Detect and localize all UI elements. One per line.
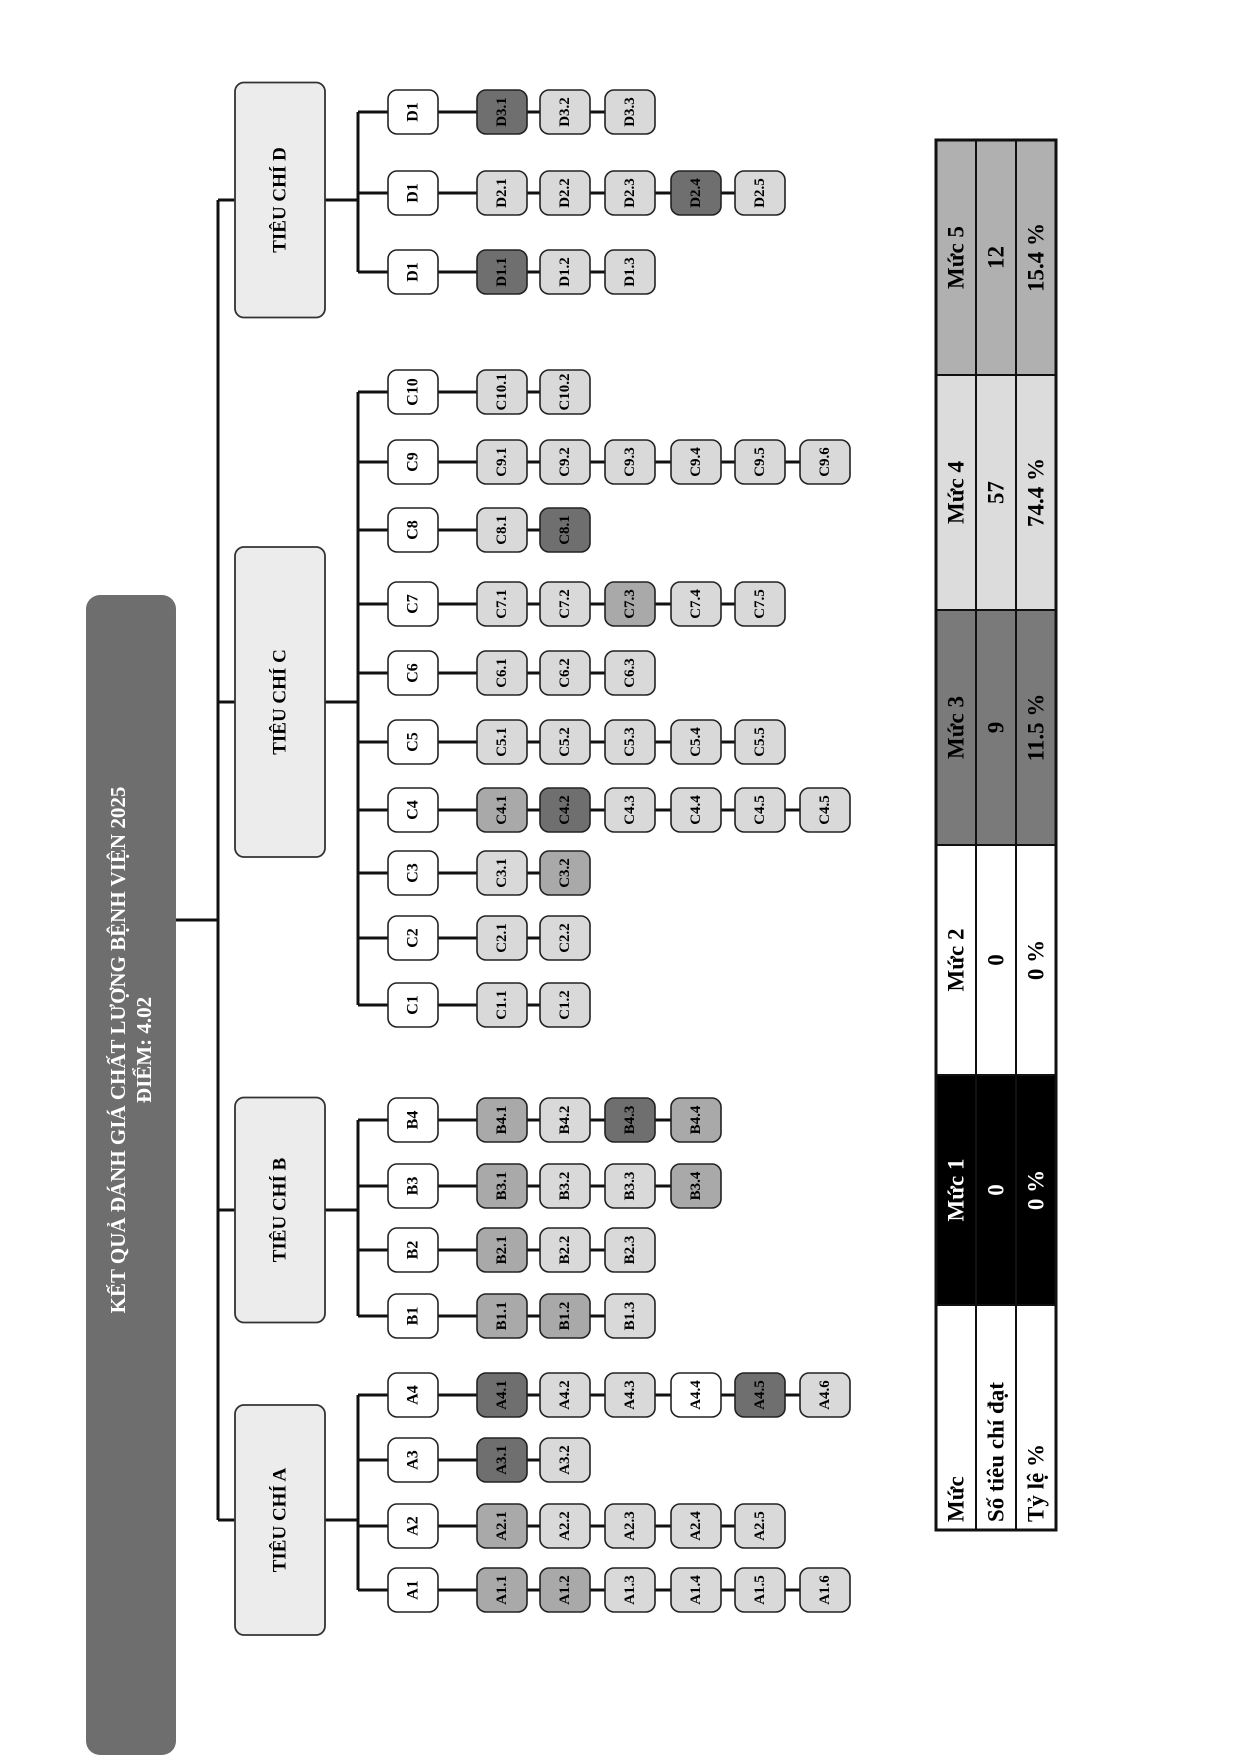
item-b3-1-120: [477, 1164, 527, 1208]
item-d1-1-300: [477, 250, 527, 294]
item-c9-5-284-label: C9.5: [752, 447, 768, 477]
item-c4-5-234-label: C4.5: [752, 795, 768, 825]
item-c10-1-290: [477, 370, 527, 414]
item-d2-2-311-label: D2.2: [557, 178, 573, 208]
item-c8-1-271-label: C8.1: [557, 515, 573, 545]
item-c2-2-211: [540, 916, 590, 960]
table-value-count: 57: [983, 481, 1009, 504]
item-c7-4-263: [671, 582, 721, 626]
group-c-sub-c6-5: [388, 651, 438, 695]
item-a2-5-014-label: A2.5: [752, 1511, 768, 1541]
item-c3-2-221: [540, 851, 590, 895]
item-c3-1-220: [477, 851, 527, 895]
item-a1-1-000: [477, 1568, 527, 1612]
item-a2-2-011: [540, 1504, 590, 1548]
item-c2-2-211-label: C2.2: [557, 923, 573, 953]
item-c10-1-290-label: C10.1: [494, 373, 510, 411]
item-c9-4-283-label: C9.4: [688, 447, 704, 477]
item-a4-1-030: [477, 1373, 527, 1417]
item-c9-1-280-label: C9.1: [494, 447, 510, 477]
item-a2-2-011-label: A2.2: [557, 1511, 573, 1541]
item-d3-1-320: [477, 90, 527, 134]
item-a2-4-013: [671, 1504, 721, 1548]
group-c-category-label: TIÊU CHÍ C: [269, 649, 291, 755]
item-c1-2-201: [540, 983, 590, 1027]
table-value-count: 0: [983, 954, 1009, 966]
item-b3-1-120-label: B3.1: [494, 1171, 510, 1201]
item-d2-1-310-label: D2.1: [494, 178, 510, 208]
group-c-sub-c4-3: [388, 788, 438, 832]
item-b4-4-133: [671, 1098, 721, 1142]
item-c2-1-210: [477, 916, 527, 960]
item-c7-3-262: [605, 582, 655, 626]
item-b2-2-111-label: B2.2: [557, 1235, 573, 1265]
item-d1-3-302: [605, 250, 655, 294]
group-a-sub-a3-2-label: A3: [404, 1450, 422, 1470]
item-a4-5-034: [735, 1373, 785, 1417]
item-b3-4-123-label: B3.4: [688, 1171, 704, 1201]
diagram-score: ĐIỂM: 4.02: [132, 996, 156, 1104]
item-b4-3-132: [605, 1098, 655, 1142]
item-a1-6-005: [800, 1568, 850, 1612]
group-d-sub-d1-1-label: D1: [404, 183, 422, 203]
item-c4-1-230: [477, 788, 527, 832]
group-a-category-label: TIÊU CHÍ A: [269, 1467, 291, 1573]
item-c4-2-231-label: C4.2: [557, 795, 573, 825]
group-c-sub-c1-0: [388, 983, 438, 1027]
item-c9-3-282-label: C9.3: [622, 447, 638, 477]
item-c5-4-243-label: C5.4: [688, 727, 704, 757]
item-d3-3-322: [605, 90, 655, 134]
item-a4-6-035-label: A4.6: [817, 1380, 833, 1410]
item-a2-1-010-label: A2.1: [494, 1511, 510, 1541]
group-c-sub-c5-4-label: C5: [404, 732, 422, 752]
item-c3-1-220-label: C3.1: [494, 858, 510, 888]
group-b-sub-b3-2-label: B3: [404, 1176, 422, 1196]
item-c7-5-264-label: C7.5: [752, 589, 768, 619]
group-c-sub-c10-9: [388, 370, 438, 414]
item-d2-4-313: [671, 171, 721, 215]
item-a4-2-031-label: A4.2: [557, 1380, 573, 1410]
item-a1-4-003: [671, 1568, 721, 1612]
item-b1-3-102: [605, 1294, 655, 1338]
group-b-sub-b2-1-label: B2: [404, 1240, 422, 1260]
title-banner: [86, 595, 176, 1755]
item-a2-5-014: [735, 1504, 785, 1548]
item-c6-2-251: [540, 651, 590, 695]
item-d2-1-310: [477, 171, 527, 215]
group-c-sub-c6-5-label: C6: [404, 663, 422, 683]
item-a1-3-002-label: A1.3: [622, 1575, 638, 1605]
group-b-category-label: TIÊU CHÍ B: [269, 1157, 291, 1263]
group-d-sub-d1-1: [388, 171, 438, 215]
group-c-sub-c7-6: [388, 582, 438, 626]
group-c-sub-c3-2-label: C3: [404, 863, 422, 883]
item-c7-1-260: [477, 582, 527, 626]
item-c4-2-231: [540, 788, 590, 832]
item-d2-3-312: [605, 171, 655, 215]
item-a2-4-013-label: A2.4: [688, 1511, 704, 1541]
table-row-header: Tỷ lệ %: [1023, 1444, 1049, 1522]
item-a1-2-001: [540, 1568, 590, 1612]
item-c4-5-235: [800, 788, 850, 832]
item-c5-5-244: [735, 720, 785, 764]
table-row-header: Mức: [943, 1476, 969, 1522]
table-value-percent: 0 %: [1023, 1169, 1049, 1211]
item-c4-5-235-label: C4.5: [817, 795, 833, 825]
group-c-sub-c2-1: [388, 916, 438, 960]
table-value-count: 12: [983, 246, 1009, 269]
item-c7-3-262-label: C7.3: [622, 589, 638, 619]
item-a1-5-004: [735, 1568, 785, 1612]
item-b1-3-102-label: B1.3: [622, 1301, 638, 1331]
item-a4-4-033: [671, 1373, 721, 1417]
item-b2-1-110: [477, 1228, 527, 1272]
item-c7-2-261-label: C7.2: [557, 589, 573, 619]
item-c6-1-250: [477, 651, 527, 695]
table-value-level: Mức 4: [943, 461, 969, 524]
item-c9-2-281-label: C9.2: [557, 447, 573, 477]
table-value-level: Mức 2: [943, 928, 969, 992]
item-c7-2-261: [540, 582, 590, 626]
group-a-sub-a1-0: [388, 1568, 438, 1612]
item-a4-5-034-label: A4.5: [752, 1380, 768, 1410]
item-c9-1-280: [477, 440, 527, 484]
item-a3-2-021: [540, 1438, 590, 1482]
item-a3-1-020-label: A3.1: [494, 1445, 510, 1475]
table-value-percent: 74.4 %: [1023, 458, 1049, 527]
item-d3-3-322-label: D3.3: [622, 97, 638, 127]
item-a1-3-002: [605, 1568, 655, 1612]
item-a4-2-031: [540, 1373, 590, 1417]
item-c4-4-233-label: C4.4: [688, 795, 704, 825]
item-c4-3-232-label: C4.3: [622, 795, 638, 825]
item-c9-6-285: [800, 440, 850, 484]
item-a4-6-035: [800, 1373, 850, 1417]
item-a2-3-012-label: A2.3: [622, 1511, 638, 1541]
item-c6-2-251-label: C6.2: [557, 658, 573, 688]
table-value-level: Mức 5: [943, 226, 969, 289]
group-d-sub-d1-2-label: D1: [404, 102, 422, 122]
group-c-sub-c1-0-label: C1: [404, 995, 422, 1015]
item-c4-5-234: [735, 788, 785, 832]
item-c6-1-250-label: C6.1: [494, 658, 510, 688]
item-d2-5-314-label: D2.5: [752, 178, 768, 208]
table-value-percent: 15.4 %: [1023, 223, 1049, 292]
item-a4-3-032-label: A4.3: [622, 1380, 638, 1410]
item-d2-2-311: [540, 171, 590, 215]
group-b-category: [235, 1098, 325, 1323]
item-d1-2-301: [540, 250, 590, 294]
item-d1-1-300-label: D1.1: [494, 257, 510, 287]
item-c1-1-200: [477, 983, 527, 1027]
item-c5-1-240: [477, 720, 527, 764]
item-b4-2-131: [540, 1098, 590, 1142]
item-b1-1-100-label: B1.1: [494, 1301, 510, 1331]
table-value-percent: 11.5 %: [1023, 693, 1049, 762]
group-c-sub-c8-7: [388, 508, 438, 552]
item-d2-3-312-label: D2.3: [622, 178, 638, 208]
item-a3-2-021-label: A3.2: [557, 1445, 573, 1475]
group-d-sub-d1-0-label: D1: [404, 262, 422, 282]
item-c5-3-242-label: C5.3: [622, 727, 638, 757]
table-value-level: Mức 3: [943, 696, 969, 759]
item-c5-5-244-label: C5.5: [752, 727, 768, 757]
item-d3-1-320-label: D3.1: [494, 97, 510, 127]
group-a-sub-a2-1: [388, 1504, 438, 1548]
group-d-category-label: TIÊU CHÍ D: [269, 147, 291, 253]
diagram-nodes: [235, 83, 850, 1636]
table-value-percent: 0 %: [1023, 939, 1049, 981]
item-a2-1-010: [477, 1504, 527, 1548]
group-c-sub-c7-6-label: C7: [404, 594, 422, 614]
item-a4-1-030-label: A4.1: [494, 1380, 510, 1410]
item-c8-1-270: [477, 508, 527, 552]
group-a-category: [235, 1405, 325, 1635]
item-d2-5-314: [735, 171, 785, 215]
table-value-count: 9: [983, 721, 1009, 734]
group-a-sub-a2-1-label: A2: [404, 1516, 422, 1536]
item-a3-1-020: [477, 1438, 527, 1482]
item-c5-2-241-label: C5.2: [557, 727, 573, 757]
item-c7-5-264: [735, 582, 785, 626]
table-value-count: 0: [983, 1184, 1009, 1196]
item-a4-3-032: [605, 1373, 655, 1417]
item-a1-1-000-label: A1.1: [494, 1575, 510, 1605]
group-c-category: [235, 547, 325, 857]
item-c7-1-260-label: C7.1: [494, 589, 510, 619]
item-c5-4-243: [671, 720, 721, 764]
item-c7-4-263-label: C7.4: [688, 589, 704, 619]
item-b3-2-121-label: B3.2: [557, 1171, 573, 1201]
item-b2-3-112-label: B2.3: [622, 1235, 638, 1265]
item-c5-2-241: [540, 720, 590, 764]
summary-table: [936, 140, 1056, 1530]
table-row-header: Số tiêu chí đạt: [983, 1382, 1009, 1522]
item-a2-3-012: [605, 1504, 655, 1548]
group-c-sub-c2-1-label: C2: [404, 928, 422, 948]
item-c8-1-271: [540, 508, 590, 552]
group-c-sub-c9-8: [388, 440, 438, 484]
group-c-sub-c5-4: [388, 720, 438, 764]
item-b4-1-130: [477, 1098, 527, 1142]
table-value-level: Mức 1: [943, 1158, 969, 1222]
item-a1-2-001-label: A1.2: [557, 1575, 573, 1605]
item-b3-4-123: [671, 1164, 721, 1208]
item-c9-6-285-label: C9.6: [817, 447, 833, 477]
item-c4-3-232: [605, 788, 655, 832]
item-d1-3-302-label: D1.3: [622, 257, 638, 287]
item-c9-3-282: [605, 440, 655, 484]
group-a-sub-a1-0-label: A1: [404, 1580, 422, 1600]
group-b-sub-b4-3-label: B4: [404, 1110, 422, 1130]
title-banner-bg: [86, 595, 176, 1755]
group-c-sub-c4-3-label: C4: [404, 800, 422, 820]
group-c-sub-c3-2: [388, 851, 438, 895]
item-d3-2-321: [540, 90, 590, 134]
item-b1-2-101-label: B1.2: [557, 1301, 573, 1331]
item-c8-1-270-label: C8.1: [494, 515, 510, 545]
item-a1-5-004-label: A1.5: [752, 1575, 768, 1605]
group-d-sub-d1-2: [388, 90, 438, 134]
item-c1-1-200-label: C1.1: [494, 990, 510, 1020]
item-b1-1-100: [477, 1294, 527, 1338]
item-c2-1-210-label: C2.1: [494, 923, 510, 953]
group-b-sub-b3-2: [388, 1164, 438, 1208]
item-b4-1-130-label: B4.1: [494, 1105, 510, 1135]
item-c10-2-291-label: C10.2: [557, 373, 573, 411]
group-d-sub-d1-0: [388, 250, 438, 294]
group-d-category: [235, 83, 325, 318]
item-a1-6-005-label: A1.6: [817, 1575, 833, 1605]
item-d2-4-313-label: D2.4: [688, 178, 704, 208]
group-c-sub-c8-7-label: C8: [404, 520, 422, 540]
item-a1-4-003-label: A1.4: [688, 1575, 704, 1605]
item-c5-1-240-label: C5.1: [494, 727, 510, 757]
group-b-sub-b2-1: [388, 1228, 438, 1272]
item-d3-2-321-label: D3.2: [557, 97, 573, 127]
item-b3-2-121: [540, 1164, 590, 1208]
item-c4-4-233: [671, 788, 721, 832]
item-b1-2-101: [540, 1294, 590, 1338]
item-d1-2-301-label: D1.2: [557, 257, 573, 287]
item-b4-2-131-label: B4.2: [557, 1105, 573, 1135]
item-c10-2-291: [540, 370, 590, 414]
item-c1-2-201-label: C1.2: [557, 990, 573, 1020]
group-b-sub-b4-3: [388, 1098, 438, 1142]
item-b4-3-132-label: B4.3: [622, 1105, 638, 1135]
group-a-sub-a3-2: [388, 1438, 438, 1482]
group-a-sub-a4-3-label: A4: [404, 1385, 422, 1405]
item-c9-4-283: [671, 440, 721, 484]
item-b3-3-122-label: B3.3: [622, 1171, 638, 1201]
group-a-sub-a4-3: [388, 1373, 438, 1417]
item-b2-2-111: [540, 1228, 590, 1272]
group-b-sub-b1-0-label: B1: [404, 1306, 422, 1326]
group-c-sub-c9-8-label: C9: [404, 452, 422, 472]
item-b2-1-110-label: B2.1: [494, 1235, 510, 1265]
item-c9-2-281: [540, 440, 590, 484]
item-c9-5-284: [735, 440, 785, 484]
item-c5-3-242: [605, 720, 655, 764]
item-b3-3-122: [605, 1164, 655, 1208]
group-b-sub-b1-0: [388, 1294, 438, 1338]
item-b2-3-112: [605, 1228, 655, 1272]
diagram-title: KẾT QUẢ ĐÁNH GIÁ CHẤT LƯỢNG BỆNH VIỆN 2025: [106, 786, 130, 1314]
group-c-sub-c10-9-label: C10: [404, 378, 422, 406]
item-b4-4-133-label: B4.4: [688, 1105, 704, 1135]
item-a4-4-033-label: A4.4: [688, 1380, 704, 1410]
item-c4-1-230-label: C4.1: [494, 795, 510, 825]
item-c6-3-252: [605, 651, 655, 695]
item-c6-3-252-label: C6.3: [622, 658, 638, 688]
item-c3-2-221-label: C3.2: [557, 858, 573, 888]
